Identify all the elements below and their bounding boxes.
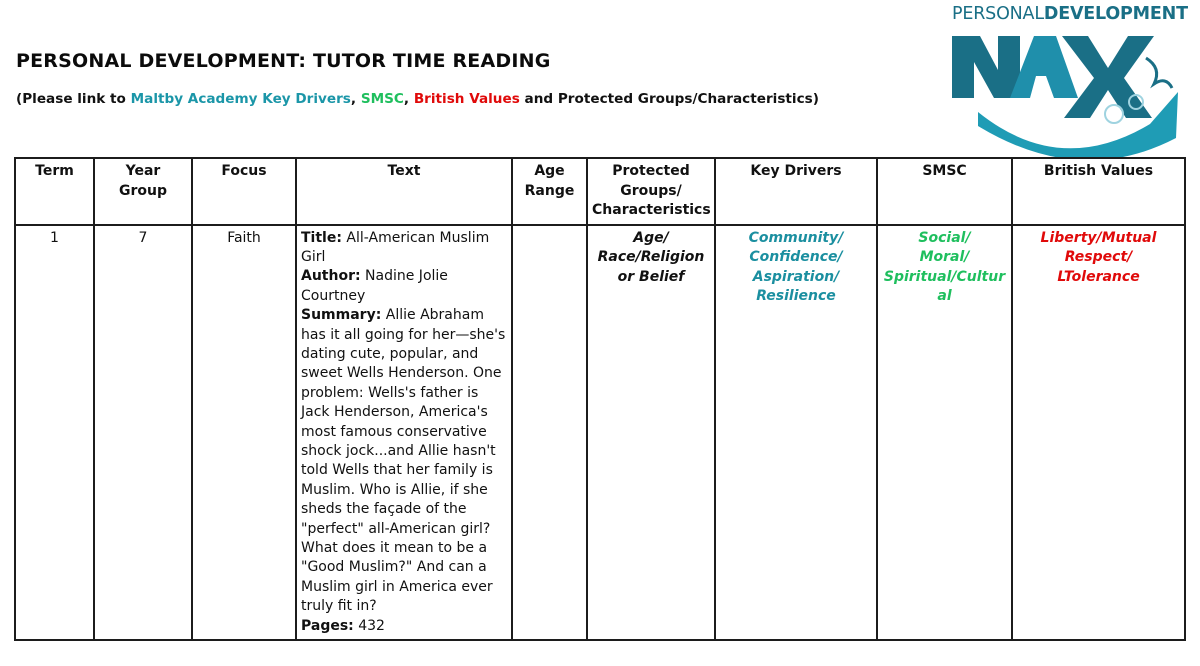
- key-drivers-link-text: Maltby Academy Key Drivers: [130, 91, 351, 107]
- header-line: Year: [125, 163, 161, 179]
- book-title: All-American Muslim Girl: [301, 229, 490, 265]
- cell-smsc: [877, 225, 1012, 641]
- british-values-text: British Values: [413, 91, 520, 107]
- cell-british-values: [1012, 225, 1185, 641]
- logo-ball-icon: [1105, 105, 1123, 123]
- header-line: Characteristics: [592, 202, 711, 218]
- smsc-text: SMSC: [360, 91, 404, 107]
- cell-text: [296, 225, 512, 641]
- value-line: Age/: [633, 229, 669, 246]
- instruction-text: [16, 91, 819, 107]
- title-label: Title:: [301, 229, 342, 246]
- value-line: al: [937, 288, 952, 304]
- logo-letter-x: [1062, 36, 1154, 118]
- header-line: Range: [524, 182, 575, 199]
- instruction-close: and Protected Groups/Characteristics): [519, 91, 819, 107]
- book-summary: Allie Abraham has it all going for her—she's dating cute, popular, and sweet Wells Henderson. One problem: Wells's father is Jack Henderson, America's most famous conservative shock jock...and Allie hasn't told Wells that her family is Muslim. Who is Allie, if she sheds the façade of the "perfect" all-American girl? What does it mean to be a "Good Muslim?" And can a Muslim girl in America ever truly fit in?: [301, 307, 506, 615]
- protected-groups-value: [592, 229, 710, 288]
- logo-word-development: DEVELOPMENT: [1043, 4, 1188, 24]
- logo-emblem-icon: [950, 28, 1186, 158]
- value-line: Race/Religion: [597, 249, 705, 265]
- cell-key-drivers: [715, 225, 877, 641]
- value-line: Liberty/Mutual: [1040, 229, 1157, 246]
- summary-label: Summary:: [301, 307, 382, 324]
- page-title: PERSONAL DEVELOPMENT: TUTOR TIME READING: [16, 50, 551, 72]
- header-line: Groups/: [620, 182, 682, 199]
- header-key-drivers: Key Drivers: [715, 158, 877, 225]
- value-line: Social/: [918, 229, 971, 246]
- value-line: LTolerance: [1057, 268, 1140, 285]
- author-label: Author:: [301, 268, 361, 285]
- instruction-sep: ,: [403, 91, 414, 107]
- instruction-open: (Please link to: [16, 91, 131, 107]
- logo-letter-n: [952, 36, 1020, 98]
- smsc-value: [882, 229, 1007, 307]
- header-line: Age: [534, 163, 565, 179]
- value-line: Aspiration/: [752, 268, 840, 285]
- personal-development-logo: [950, 4, 1190, 154]
- header-text: Text: [296, 158, 512, 225]
- value-line: Resilience: [756, 288, 836, 304]
- book-author: Nadine Jolie Courtney: [301, 268, 448, 304]
- value-line: Community/: [748, 229, 844, 246]
- cell-age-range: [512, 225, 587, 641]
- key-drivers-value: [720, 229, 872, 307]
- pages-label: Pages:: [301, 617, 354, 634]
- logo-letter-a: [1010, 36, 1078, 98]
- instruction-sep: ,: [350, 91, 361, 107]
- reading-table: [14, 157, 1186, 641]
- value-line: or Belief: [617, 268, 685, 285]
- header-age-range: [512, 158, 587, 225]
- cell-protected-groups: [587, 225, 715, 641]
- value-line: Respect/: [1064, 249, 1133, 265]
- cell-year-group: 7: [94, 225, 192, 641]
- logo-spring-icon: [1146, 58, 1172, 88]
- header-focus: Focus: [192, 158, 296, 225]
- value-line: Confidence/: [749, 249, 843, 265]
- header-line: Protected: [612, 163, 690, 179]
- header-year-group: [94, 158, 192, 225]
- logo-word-personal: PERSONAL: [952, 4, 1044, 24]
- logo-wordmark: [952, 4, 1188, 24]
- header-protected-groups: [587, 158, 715, 225]
- table-header-row: [15, 158, 1185, 225]
- cell-term: 1: [15, 225, 94, 641]
- header-smsc: SMSC: [877, 158, 1012, 225]
- book-pages: 432: [353, 617, 385, 634]
- value-line: Spiritual/Cultur: [883, 268, 1006, 285]
- table-row: [15, 225, 1185, 641]
- british-values-value: [1017, 229, 1180, 288]
- cell-focus: Faith: [192, 225, 296, 641]
- header-term: Term: [15, 158, 94, 225]
- header-line: Group: [118, 182, 167, 199]
- value-line: Moral/: [919, 249, 970, 265]
- header-british-values: British Values: [1012, 158, 1185, 225]
